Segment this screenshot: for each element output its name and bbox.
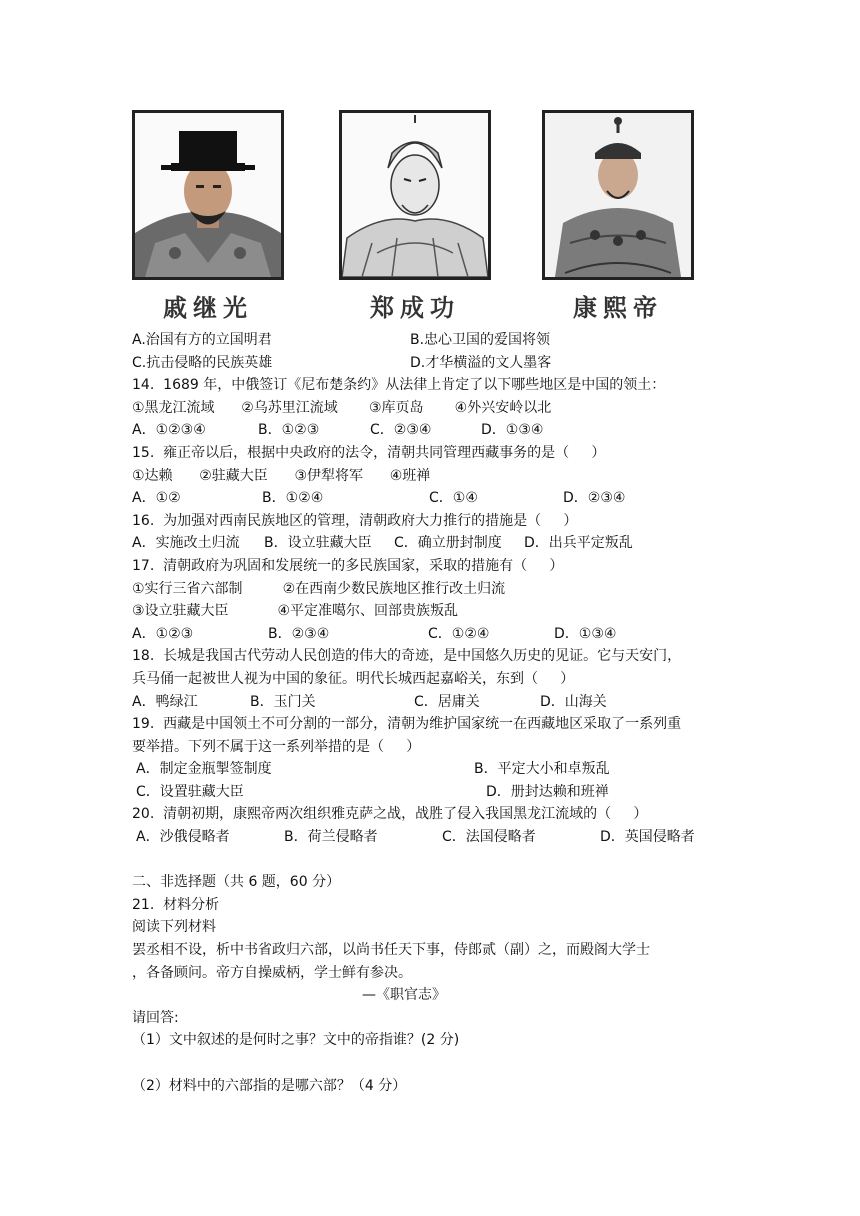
q16-option-c: C．确立册封制度 [394,535,502,552]
q16-option-a: A．实施改土归流 [132,535,240,552]
q13-option-d: D.才华横溢的文人墨客 [410,354,552,371]
portrait-row [132,110,702,325]
q19-options-row2 [132,781,742,804]
qing-emperor-portrait-icon [545,113,691,277]
portrait-kangxi [542,110,694,323]
q20-options [132,826,742,849]
q18-option-d: D．山海关 [540,693,607,710]
q18-option-c: C．居庸关 [414,693,480,710]
q14-option-b: B．①②③ [258,422,320,439]
q17-options [132,623,742,646]
q19-option-d: D．册封达赖和班禅 [486,783,609,800]
q19-stem-1: 19. 西藏是中国领土不可分割的一部分，清朝为维护国家统一在西藏地区采取了一系列重 [132,716,682,733]
q15-option-c: C．①④ [429,490,478,507]
q16-option-b: B．设立驻藏大臣 [264,535,372,552]
q19-option-c: C．设置驻藏大臣 [136,783,244,800]
q15-option-b: B．①②④ [262,490,324,507]
q13-option-b: B.忠心卫国的爱国将领 [410,332,551,348]
q17-option-b: B．②③④ [268,625,330,642]
q21-material-2: ，各备顾问。帝方自操威柄，学士鲜有参决。 [132,964,412,981]
q21-prompt: 请回答: [132,1009,179,1026]
q14-stem: 14. 1689 年，中俄签订《尼布楚条约》从法律上肯定了以下哪些地区是中国的领土： [132,377,666,394]
q13-options-row1 [132,329,742,352]
q21-title: 21. 材料分析 [132,896,220,913]
q14-options [132,419,742,442]
exam-content [132,329,742,1097]
section2-heading: 二、非选择题（共 6 题，60 分） [132,874,341,891]
q17-items-2: ③设立驻藏大臣 ④平定准噶尔、回部贵族叛乱 [132,603,459,620]
q21-sub-question-1: （1）文中叙述的是何时之事？文中的帝指谁？(2 分) [132,1032,460,1049]
q16-stem: 16. 为加强对西南民族地区的管理，清朝政府大力推行的措施是（ ） [132,512,578,529]
portrait-frame [339,110,491,280]
ming-general-portrait-icon [135,113,281,277]
q17-stem: 17. 清朝政府为巩固和发展统一的多民族国家，采取的措施有（ ） [132,557,564,574]
answer-space [132,1052,742,1075]
portrait-name: 康熙帝 [573,293,663,322]
q19-option-b: B．平定大小和卓叛乱 [474,761,610,778]
q13-option-a: A.治国有方的立国明君 [132,332,272,348]
q15-option-d: D．②③④ [563,490,626,507]
q16-option-d: D．出兵平定叛乱 [524,535,633,552]
q15-items: ①达赖 ②驻藏大臣 ③伊犁将军 ④班禅 [132,467,431,484]
q15-option-a: A．①② [132,490,181,507]
q14-items: ①黑龙江流域 ②乌苏里江流域 ③库页岛 ④外兴安岭以北 [132,399,552,416]
q13-options-row2 [132,352,742,375]
q18-option-b: B．玉门关 [250,693,316,710]
q20-option-a: A．沙俄侵略者 [136,829,230,846]
q19-stem-2: 要举措。下列不属于这一系列举措的是（ ） [132,738,421,755]
q16-options [132,532,742,555]
q20-option-c: C．法国侵略者 [442,829,536,846]
q21-instruction: 阅读下列材料 [132,919,216,936]
portrait-name: 戚继光 [163,293,253,322]
q19-options-row1 [132,758,742,781]
q19-option-a: A．制定金瓶掣签制度 [136,761,272,778]
portrait-frame [132,110,284,280]
q18-options [132,691,742,714]
section-gap [132,849,742,872]
q14-option-c: C．②③④ [370,422,432,439]
portrait-frame [542,110,694,280]
q18-stem-2: 兵马俑一起被世人视为中国的象征。明代长城西起嘉峪关，东到（ ） [132,670,575,687]
q15-stem: 15. 雍正帝以后，根据中央政府的法令，清朝共同管理西藏事务的是（ ） [132,444,606,461]
q20-stem: 20. 清朝初期，康熙帝两次组织雅克萨之战，战胜了侵入我国黑龙江流域的（ ） [132,806,648,823]
q17-items-1: ①实行三省六部制 ②在西南少数民族地区推行改土归流 [132,580,506,597]
portrait-name: 郑成功 [370,293,460,322]
q18-option-a: A．鸭绿江 [132,693,198,710]
portrait-qi-jiguang [132,110,284,323]
q14-option-a: A．①②③④ [132,422,206,439]
q17-option-d: D．①③④ [554,625,617,642]
q14-option-d: D．①③④ [481,422,544,439]
q17-option-c: C．①②④ [428,625,490,642]
q20-option-b: B．荷兰侵略者 [284,829,378,846]
q21-sub-question-2: （2）材料中的六部指的是哪六部？（4 分） [132,1077,407,1094]
q20-option-d: D．英国侵略者 [600,829,695,846]
q18-stem-1: 18. 长城是我国古代劳动人民创造的伟大的奇迹，是中国悠久历史的见证。它与天安门， [132,648,682,665]
q21-material-1: 罢丞相不设，析中书省政归六部，以尚书任天下事，侍郎贰（副）之，而殿阁大学士 [132,942,650,959]
q15-options [132,487,742,510]
armored-general-portrait-icon [342,113,488,277]
q21-source: —《职官志》 [362,987,446,1004]
portrait-zheng-chenggong [339,110,491,323]
q17-option-a: A．①②③ [132,625,194,642]
q13-option-c: C.抗击侵略的民族英雄 [132,354,273,371]
